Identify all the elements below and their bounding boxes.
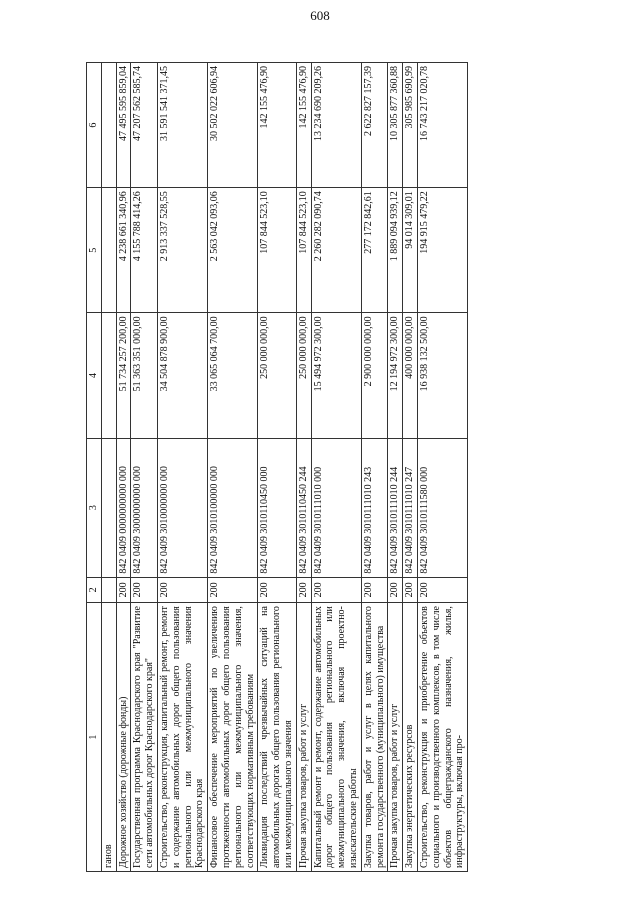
row-approved: 34 504 878 900,00: [157, 313, 207, 438]
row-executed: 4 155 788 414,26: [131, 188, 158, 313]
row-approved: 250 000 000,00: [258, 313, 296, 438]
table-row: [296, 63, 311, 872]
row-executed: 1 889 094 939,12: [388, 188, 403, 313]
row-code: 200: [296, 577, 311, 602]
row-executed: 107 844 523,10: [296, 188, 311, 313]
row-code: 200: [131, 577, 158, 602]
table-row: [116, 63, 131, 872]
row-approved: 33 065 064 700,00: [208, 313, 258, 438]
row-name: Ликвидация последствий чрезвычайных ситуаций на автомобильных дорогах общего пользования регионального или межмуниципального значения: [258, 603, 296, 872]
row-remaining: 13 234 690 209,26: [311, 63, 361, 188]
row-remaining: 142 155 476,90: [296, 63, 311, 188]
table-row: [311, 63, 361, 872]
row-executed: 277 172 842,61: [361, 188, 388, 313]
row-name: Финансовое обеспечение мероприятий по увеличению протяженности автомобильных дорог общего пользования регионального или межмуниципального значения, соответствующих нормативным требованиям: [208, 603, 258, 872]
row-remaining: 31 591 541 371,45: [157, 63, 207, 188]
row-kbk: 842 0409 3010111010 244: [388, 438, 403, 577]
row-name: Строительство, реконструкция, капитальный ремонт, ремонт и содержание автомобильных дорог общего пользования регионального или межмуниципального значения Краснодарского края: [157, 603, 207, 872]
row-name: Прочая закупка товаров, работ и услуг: [296, 603, 311, 872]
row-name: Строительство, реконструкция и приобретение объектов социального и производственного комплексов, в том числе объектов общегражданского назначения, жилья, инфраструктуры, включая про-: [417, 603, 467, 872]
table-row: [417, 63, 467, 872]
budget-table: [86, 62, 468, 872]
table-row: [361, 63, 388, 872]
table-row: [403, 63, 418, 872]
row-remaining: 305 985 690,99: [403, 63, 418, 188]
row-kbk: 842 0409 3010100000 000: [208, 438, 258, 577]
table-row: [157, 63, 207, 872]
row-code: 200: [361, 577, 388, 602]
row-code: 200: [208, 577, 258, 602]
row-kbk: 842 0409 0000000000 000: [116, 438, 131, 577]
row-kbk: 842 0409 3010111010 247: [403, 438, 418, 577]
row-approved: 400 000 000,00: [403, 313, 418, 438]
row-approved: 250 000 000,00: [296, 313, 311, 438]
table-row: [208, 63, 258, 872]
row-code: 200: [157, 577, 207, 602]
header-col-1: 1: [87, 603, 102, 872]
row-code: 200: [311, 577, 361, 602]
row-remaining: 142 155 476,90: [258, 63, 296, 188]
row-name: Закупка товаров, работ и услуг в целях капитального ремонта государственного (муниципального) имущества: [361, 603, 388, 872]
row-name: Закупка энергетических ресурсов: [403, 603, 418, 872]
row-executed: 4 238 661 340,96: [116, 188, 131, 313]
row-kbk: 842 0409 3010111580 000: [417, 438, 467, 577]
row-executed: 107 844 523,10: [258, 188, 296, 313]
row-name: Прочая закупка товаров, работ и услуг: [388, 603, 403, 872]
row-remaining: 30 502 022 606,94: [208, 63, 258, 188]
row-code: 200: [388, 577, 403, 602]
continuation-row: [101, 63, 116, 872]
row-name: Дорожное хозяйство (дорожные фонды): [116, 603, 131, 872]
header-col-2: 2: [87, 577, 102, 602]
row-remaining: 16 743 217 020,78: [417, 63, 467, 188]
row-approved: 51 363 351 000,00: [131, 313, 158, 438]
page-number: 608: [310, 8, 330, 23]
row-name: Государственная программа Краснодарского края "Развитие сети автомобильных дорог Краснодарского края": [131, 603, 158, 872]
row-kbk: 842 0409 3000000000 000: [131, 438, 158, 577]
table-row: [131, 63, 158, 872]
row-approved: 2 900 000 000,00: [361, 313, 388, 438]
table-row: [388, 63, 403, 872]
row-remaining: 47 207 562 585,74: [131, 63, 158, 188]
row-name: Капитальный ремонт и ремонт, содержание автомобильных дорог общего пользования регионального или межмуниципального значения, включая проектно-изыскательские работы: [311, 603, 361, 872]
row-code: 200: [403, 577, 418, 602]
row-remaining: 10 305 877 360,88: [388, 63, 403, 188]
continuation-text: ганов: [101, 603, 116, 872]
row-approved: 15 494 972 300,00: [311, 313, 361, 438]
rotated-table-frame: [86, 62, 606, 872]
row-remaining: 2 622 827 157,39: [361, 63, 388, 188]
row-kbk: 842 0409 3010000000 000: [157, 438, 207, 577]
row-kbk: 842 0409 3010110450 000: [258, 438, 296, 577]
header-row: [87, 63, 102, 872]
row-executed: 94 014 309,01: [403, 188, 418, 313]
rotated-table-area: [86, 62, 606, 872]
row-executed: 2 260 282 090,74: [311, 188, 361, 313]
row-approved: 12 194 972 300,00: [388, 313, 403, 438]
row-executed: 194 915 479,22: [417, 188, 467, 313]
row-kbk: 842 0409 3010111010 000: [311, 438, 361, 577]
row-executed: 2 563 042 093,06: [208, 188, 258, 313]
header-col-6: 6: [87, 63, 102, 188]
row-executed: 2 913 337 528,55: [157, 188, 207, 313]
header-col-5: 5: [87, 188, 102, 313]
row-approved: 16 938 132 500,00: [417, 313, 467, 438]
row-code: 200: [116, 577, 131, 602]
row-approved: 51 734 257 200,00: [116, 313, 131, 438]
row-remaining: 47 495 595 859,04: [116, 63, 131, 188]
table-row: [258, 63, 296, 872]
row-kbk: 842 0409 3010111010 243: [361, 438, 388, 577]
row-code: 200: [417, 577, 467, 602]
row-code: 200: [258, 577, 296, 602]
row-kbk: 842 0409 3010110450 244: [296, 438, 311, 577]
header-col-4: 4: [87, 313, 102, 438]
header-col-3: 3: [87, 438, 102, 577]
